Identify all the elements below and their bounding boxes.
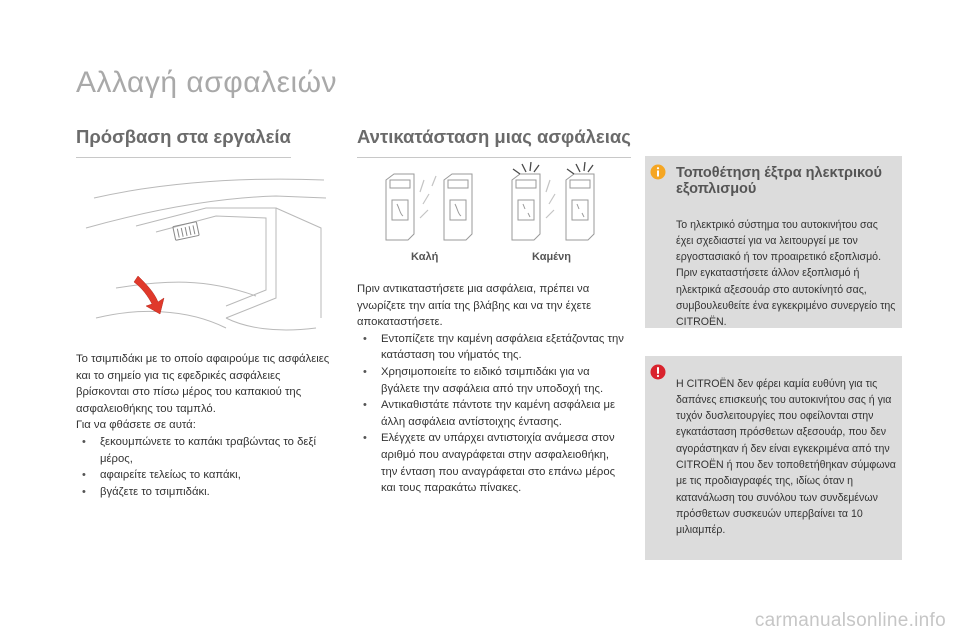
- list-item: • ξεκουμπώνετε το καπάκι τραβώντας το δεξί μέρος,: [82, 435, 316, 465]
- fuse-blown-caption: Καμένη: [532, 251, 571, 263]
- page-title: Αλλαγή ασφαλειών: [76, 66, 338, 99]
- info-icon: [650, 164, 666, 180]
- bullet-icon: •: [82, 485, 86, 498]
- fuse-replacement-steps: [357, 331, 627, 497]
- section-heading-fuse-replacement: [357, 126, 631, 148]
- section-heading-text: Αντικατάσταση μιας ασφάλειας: [357, 126, 631, 147]
- info-box-text: Το ηλεκτρικό σύστημα του αυτοκινήτου σας έχει σχεδιαστεί για να λειτουργεί με τον εργοστασιακό ή τον προαιρετικό εξοπλισμό. Πριν εγκαταστήσετε άλλον εξοπλισμό ή ηλεκτρικά αξεσουάρ στο αυτοκίνητό σας, συμβουλευθείτε ένα εγκεκριμένο συνεργείο της CITROËN.: [676, 218, 896, 329]
- fuse-replacement-intro: Πριν αντικαταστήσετε μια ασφάλεια, πρέπει να γνωρίζετε την αιτία της βλάβης και να την έχετε αποκαταστήσετε.: [357, 283, 592, 329]
- tool-access-subintro: Για να φθάσετε σε αυτά:: [76, 419, 196, 432]
- list-item: • αφαιρείτε τελείως το καπάκι,: [76, 467, 331, 484]
- warning-box: [645, 356, 902, 560]
- bullet-icon: •: [363, 332, 367, 345]
- section-heading-tool-access: [76, 126, 291, 148]
- opening-arrow-icon: [134, 276, 164, 314]
- fuse-blown-illustration: [500, 162, 600, 246]
- list-item: • Εντοπίζετε την καμένη ασφάλεια εξετάζοντας την κατάσταση του νήματός της.: [363, 332, 624, 362]
- list-item: • Ελέγχετε αν υπάρχει αντιστοιχία ανάμεσα στον αριθμό που αναγράφεται στην ασφαλειοθήκη, την ένταση που αναγράφεται στο επάνω μέρος και τους παρακάτω πίνακες.: [363, 432, 616, 495]
- watermark: carmanualsonline.info: [754, 610, 946, 631]
- tool-access-steps: [76, 434, 331, 500]
- info-box-title: Τοποθέτηση έξτρα ηλεκτρικού εξοπλισμού: [676, 165, 882, 197]
- warning-box-text: Η CITROËN δεν φέρει καμία ευθύνη για τις δαπάνες επισκευής του αυτοκινήτου σας ή για τυχόν δυσλειτουργίες που οφείλονται στην εγκατάσταση πρόσθετων αξεσουάρ, που δεν αγοράστηκαν ή δεν είναι εγκεκριμένα από την CITROËN ή που δεν τοποθετήθηκαν σύμφωνα με τις προδιαγραφές της, ιδίως όταν η κατανάλωση του συνόλου των συνδεμένων πρόσθετων συσκευών υπερβαίνει τα 10 μιλιαμπέρ.: [676, 377, 896, 537]
- bullet-icon: •: [363, 432, 367, 445]
- fuse-replacement-text: [357, 281, 627, 497]
- heading-divider: [76, 157, 291, 158]
- bullet-icon: •: [82, 435, 86, 448]
- info-box: [645, 156, 902, 328]
- heading-divider: [357, 157, 631, 158]
- list-item: • βγάζετε το τσιμπιδάκι.: [76, 484, 331, 501]
- list-item: • Χρησιμοποιείτε το ειδικό τσιμπιδάκι για να βγάλετε την ασφάλεια από την υποδοχή της.: [363, 365, 604, 395]
- fuse-good-illustration: [380, 168, 480, 246]
- bullet-icon: •: [82, 469, 86, 482]
- tool-access-text: [76, 351, 331, 500]
- warning-icon: [650, 364, 666, 380]
- bullet-icon: •: [363, 365, 367, 378]
- tool-access-intro: Το τσιμπιδάκι με το οποίο αφαιρούμε τις ασφάλειες και το σημείο για τις εφεδρικές ασφάλειες βρίσκονται στο πίσω μέρος του καπακιού της ασφαλειοθήκης του ταμπλό.: [76, 353, 330, 415]
- bullet-icon: •: [363, 399, 367, 412]
- section-heading-text: Πρόσβαση στα εργαλεία: [76, 126, 291, 147]
- list-item: • Αντικαθιστάτε πάντοτε την καμένη ασφάλεια με άλλη ασφάλεια αντίστοιχης έντασης.: [363, 399, 616, 428]
- dashboard-fuse-cover-illustration: [76, 168, 336, 338]
- fuse-good-caption: Καλή: [411, 251, 439, 263]
